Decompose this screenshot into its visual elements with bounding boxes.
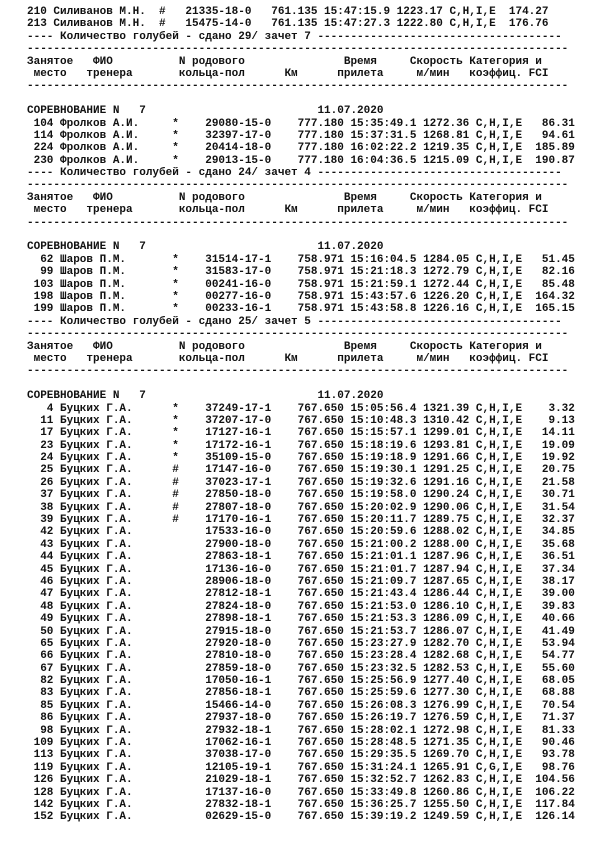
column-header-line-2: место тренера кольца-пол Км прилета м/мин коэффиц. FCI <box>27 352 549 365</box>
blank-spacer <box>0 229 600 241</box>
competition-heading: СОРЕВНОВАНИЕ N 7 11.07.2020 <box>27 390 384 403</box>
result-row: 66 Буцких Г.А. 27810-18-0 767.650 15:23:28.4 1282.68 C,H,I,E 54.77 <box>27 650 575 663</box>
result-row: 43 Буцких Г.А. 27900-18-0 767.650 15:21:00.2 1288.00 C,H,I,E 35.68 <box>27 538 575 551</box>
result-row: 210 Силиванов М.Н. # 21335-18-0 761.135 15:47:15.9 1223.17 C,H,I,E 174.27 <box>27 6 549 18</box>
column-header-line-1: Занятое ФИО N родового Время Скорость Категория и <box>27 55 542 68</box>
result-row: 152 Буцких Г.А. 02629-15-0 767.650 15:39:19.2 1249.59 C,H,I,E 126.14 <box>27 811 575 824</box>
result-row: 113 Буцких Г.А. 37038-17-0 767.650 15:29:35.5 1269.70 C,H,I,E 93.78 <box>27 749 575 762</box>
result-row: 49 Буцких Г.А. 27898-18-1 767.650 15:21:53.3 1286.09 C,H,I,E 40.66 <box>27 613 575 626</box>
competition-heading: СОРЕВНОВАНИЕ N 7 11.07.2020 <box>27 241 384 254</box>
result-row: 82 Буцких Г.А. 17050-16-1 767.650 15:25:56.9 1277.40 C,H,I,E 68.05 <box>27 675 575 688</box>
result-row: 39 Буцких Г.А. # 17170-16-1 767.650 15:20:11.7 1289.75 C,H,I,E 32.37 <box>27 514 575 527</box>
result-row: 103 Шаров П.М. * 00241-16-0 758.971 15:21:59.1 1272.44 C,H,I,E 85.48 <box>27 278 575 291</box>
result-row: 119 Буцких Г.А. 12105-19-1 767.650 15:31:24.1 1265.91 C,G,I,E 98.76 <box>27 761 575 774</box>
separator-rule: ---------------------------------------------------------------------------------- <box>27 43 569 56</box>
result-row: 85 Буцких Г.А. 15466-14-0 767.650 15:26:08.3 1276.99 C,H,I,E 70.54 <box>27 699 575 712</box>
result-row: 128 Буцких Г.А. 17137-16-0 767.650 15:33:49.8 1260.86 C,H,I,E 106.22 <box>27 786 575 799</box>
summary-line: ---- Количество голубей - сдано 25/ зачет 5 ------------------------------------- <box>27 315 562 328</box>
result-row: 46 Буцких Г.А. 28906-18-0 767.650 15:21:09.7 1287.65 C,H,I,E 38.17 <box>27 575 575 588</box>
result-row: 62 Шаров П.М. * 31514-17-1 758.971 15:16:04.5 1284.05 C,H,I,E 51.45 <box>27 253 575 266</box>
results-document-page <box>0 6 600 824</box>
result-row: 114 Фролков А.И. * 32397-17-0 777.180 15:37:31.5 1268.81 C,H,I,E 94.61 <box>27 129 575 142</box>
result-row: 83 Буцких Г.А. 27856-18-1 767.650 15:25:59.6 1277.30 C,H,I,E 68.88 <box>27 687 575 700</box>
competition-heading: СОРЕВНОВАНИЕ N 7 11.07.2020 <box>27 105 384 118</box>
result-row: 104 Фролков А.И. * 29080-15-0 777.180 15:35:49.1 1272.36 C,H,I,E 86.31 <box>27 117 575 130</box>
column-header-line-1: Занятое ФИО N родового Время Скорость Категория и <box>27 191 542 204</box>
separator-rule: ---------------------------------------------------------------------------------- <box>27 328 569 341</box>
separator-rule: ---------------------------------------------------------------------------------- <box>27 365 569 378</box>
result-row: 48 Буцких Г.А. 27824-18-0 767.650 15:21:53.0 1286.10 C,H,I,E 39.83 <box>27 600 575 613</box>
result-row: 224 Фролков А.И. * 20414-18-0 777.180 16:02:22.2 1219.35 C,H,I,E 185.89 <box>27 142 575 155</box>
separator-rule: ---------------------------------------------------------------------------------- <box>27 216 569 229</box>
result-row: 26 Буцких Г.А. # 37023-17-1 767.650 15:19:32.6 1291.16 C,H,I,E 21.58 <box>27 476 575 489</box>
result-row: 23 Буцких Г.А. * 17172-16-1 767.650 15:18:19.6 1293.81 C,H,I,E 19.09 <box>27 439 575 452</box>
result-row: 24 Буцких Г.А. * 35109-15-0 767.650 15:19:18.9 1291.66 C,H,I,E 19.92 <box>27 452 575 465</box>
result-row: 65 Буцких Г.А. 27920-18-0 767.650 15:23:27.9 1282.70 C,H,I,E 53.94 <box>27 637 575 650</box>
result-row: 17 Буцких Г.А. * 17127-16-1 767.650 15:15:57.1 1299.01 C,H,I,E 14.11 <box>27 427 575 440</box>
summary-line: ---- Количество голубей - сдано 29/ зачет 7 ------------------------------------- <box>27 30 562 43</box>
result-row: 109 Буцких Г.А. 17062-16-1 767.650 15:28:48.5 1271.35 C,H,I,E 90.46 <box>27 737 575 750</box>
result-row: 142 Буцких Г.А. 27832-18-1 767.650 15:36:25.7 1255.50 C,H,I,E 117.84 <box>27 799 575 811</box>
summary-line: ---- Количество голубей - сдано 24/ зачет 4 ------------------------------------- <box>27 167 562 180</box>
separator-rule: ---------------------------------------------------------------------------------- <box>27 80 569 93</box>
result-row: 98 Буцких Г.А. 27932-18-1 767.650 15:28:02.1 1272.98 C,H,I,E 81.33 <box>27 724 575 737</box>
result-row: 44 Буцких Г.А. 27863-18-1 767.650 15:21:01.1 1287.96 C,H,I,E 36.51 <box>27 551 575 564</box>
result-row: 86 Буцких Г.А. 27937-18-0 767.650 15:26:19.7 1276.59 C,H,I,E 71.37 <box>27 712 575 725</box>
result-row: 50 Буцких Г.А. 27915-18-0 767.650 15:21:53.7 1286.07 C,H,I,E 41.49 <box>27 625 575 638</box>
result-row: 4 Буцких Г.А. * 37249-17-1 767.650 15:05:56.4 1321.39 C,H,I,E 3.32 <box>27 402 575 415</box>
result-row: 230 Фролков А.И. * 29013-15-0 777.180 16:04:36.5 1215.09 C,H,I,E 190.87 <box>27 154 575 167</box>
blank-spacer <box>0 378 600 390</box>
column-header-line-2: место тренера кольца-пол Км прилета м/мин коэффиц. FCI <box>27 204 549 217</box>
separator-rule: ---------------------------------------------------------------------------------- <box>27 179 569 192</box>
result-row: 99 Шаров П.М. * 31583-17-0 758.971 15:21:18.3 1272.79 C,H,I,E 82.16 <box>27 266 575 279</box>
result-row: 47 Буцких Г.А. 27812-18-1 767.650 15:21:43.4 1286.44 C,H,I,E 39.00 <box>27 588 575 601</box>
result-row: 67 Буцких Г.А. 27859-18-0 767.650 15:23:32.5 1282.53 C,H,I,E 55.60 <box>27 662 575 675</box>
result-row: 42 Буцких Г.А. 17533-16-0 767.650 15:20:59.6 1288.02 C,H,I,E 34.85 <box>27 526 575 539</box>
result-row: 25 Буцких Г.А. # 17147-16-0 767.650 15:19:30.1 1291.25 C,H,I,E 20.75 <box>27 464 575 477</box>
column-header-line-1: Занятое ФИО N родового Время Скорость Категория и <box>27 340 542 353</box>
result-row: 126 Буцких Г.А. 21029-18-1 767.650 15:32:52.7 1262.83 C,H,I,E 104.56 <box>27 774 575 787</box>
result-row: 37 Буцких Г.А. # 27850-18-0 767.650 15:19:58.0 1290.24 C,H,I,E 30.71 <box>27 489 575 502</box>
result-row: 198 Шаров П.М. * 00277-16-0 758.971 15:43:57.6 1226.20 C,H,I,E 164.32 <box>27 290 575 303</box>
result-row: 213 Силиванов М.Н. # 15475-14-0 761.135 15:47:27.3 1222.80 C,H,I,E 176.76 <box>27 18 549 31</box>
result-row: 38 Буцких Г.А. # 27807-18-0 767.650 15:20:02.9 1290.06 C,H,I,E 31.54 <box>27 501 575 514</box>
result-row: 11 Буцких Г.А. * 37207-17-0 767.650 15:10:48.3 1310.42 C,H,I,E 9.13 <box>27 414 575 427</box>
result-row: 45 Буцких Г.А. 17136-16-0 767.650 15:21:01.7 1287.94 C,H,I,E 37.34 <box>27 563 575 576</box>
result-row: 199 Шаров П.М. * 00233-16-1 758.971 15:43:58.8 1226.16 C,H,I,E 165.15 <box>27 303 575 316</box>
column-header-line-2: место тренера кольца-пол Км прилета м/мин коэффиц. FCI <box>27 67 549 80</box>
blank-spacer <box>0 93 600 105</box>
